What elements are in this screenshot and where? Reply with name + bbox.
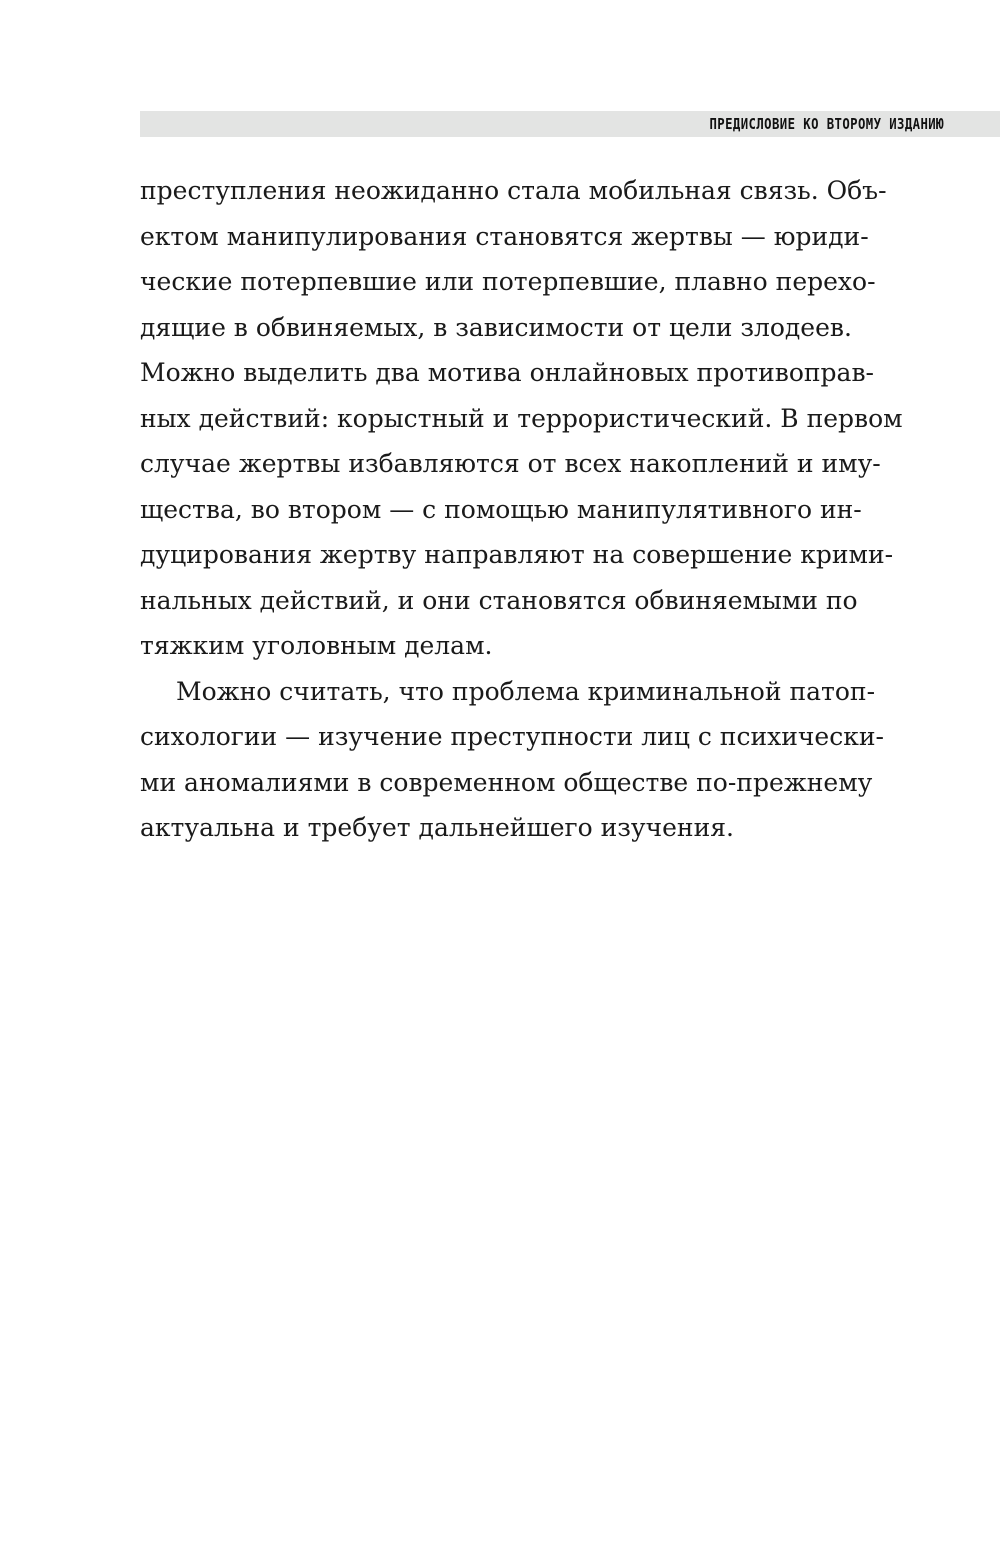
text-line: случае жертвы избавляются от всех накоплений и иму- [140,449,881,478]
text-line: ческие потерпевшие или потерпевшие, плавно перехо- [140,267,876,296]
paragraph-1 [140,168,903,669]
text-line: нальных действий, и они становятся обвиняемыми по [140,585,858,615]
text-line: сихологии — изучение преступности лиц с психически- [140,722,884,751]
paragraph-2 [140,669,884,851]
text-line: преступления неожиданно стала мобильная связь. Объ- [140,176,887,205]
text-line: щества, во втором — с помощью манипулятивного ин- [140,494,862,524]
text-line: тяжким уголовным делам. [140,631,493,660]
body-text [140,168,903,851]
text-line: ми аномалиями в современном обществе по-прежнему [140,767,873,797]
text-line: дящие в обвиняемых, в зависимости от цели злодеев. [140,312,852,342]
text-line: Можно выделить два мотива онлайновых противоправ- [140,358,874,387]
running-header-title: ПРЕДИСЛОВИЕ КО ВТОРОМУ ИЗДАНИЮ [709,115,944,133]
text-line: дуцирования жертву направляют на совершение крими- [140,540,894,569]
text-line: ных действий: корыстный и террористический. В первом [140,403,903,433]
running-header [140,111,1000,137]
text-line: ектом манипулирования становятся жертвы — юриди- [140,221,869,251]
text-line: Можно считать, что проблема криминальной патоп- [176,676,876,706]
text-line: актуальна и требует дальнейшего изучения. [140,813,734,842]
